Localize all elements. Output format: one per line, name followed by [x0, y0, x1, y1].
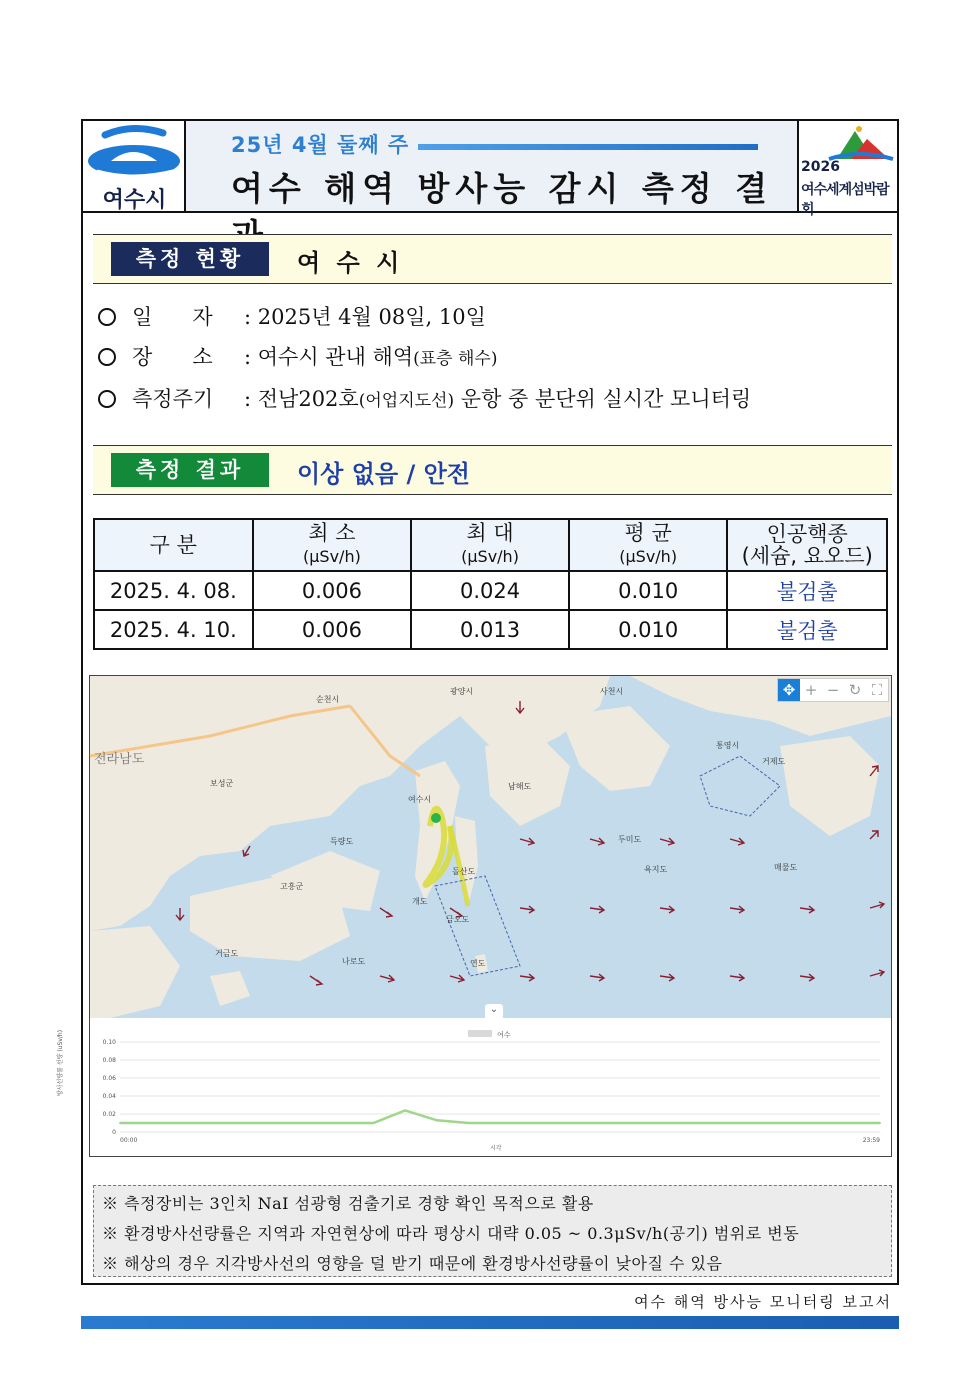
- expo-mountain-icon: [799, 121, 897, 163]
- map-label: 여수시: [408, 795, 432, 804]
- y-tick-label: 0.10: [102, 1039, 116, 1046]
- city-name-text: 여수시: [102, 188, 167, 213]
- data-point: [246, 1122, 248, 1124]
- yeosu-city-logo: [83, 121, 186, 211]
- map-label-province: 전라남도: [94, 752, 145, 767]
- map-label: 순천시: [316, 695, 340, 704]
- dose-rate-chart: [57, 1020, 891, 1156]
- footer-bar: [81, 1316, 899, 1329]
- series-line-yeosu: [120, 1110, 880, 1123]
- status-value: 여 수 시: [297, 249, 404, 277]
- chevron-down-icon[interactable]: ⌄: [485, 1004, 503, 1018]
- data-point: [436, 1119, 438, 1121]
- footer-title: 여수 해역 방사능 모니터링 보고서: [634, 1293, 892, 1311]
- data-point: [753, 1122, 755, 1124]
- legend-swatch: [468, 1030, 492, 1037]
- info-date: 일 자 : 2025년 4월 08일, 10일: [98, 301, 486, 331]
- map-label: 연도: [470, 959, 486, 968]
- zoom-in-icon[interactable]: +: [804, 681, 818, 699]
- col-header-min: 최 소 (μSv/h): [253, 519, 412, 571]
- map-label: 광양시: [450, 687, 474, 696]
- map-label: 득량도: [330, 837, 354, 846]
- zoom-out-icon[interactable]: −: [826, 681, 840, 699]
- map-label: 나로도: [342, 957, 366, 966]
- report-header: [83, 121, 897, 218]
- map-label: 두미도: [618, 835, 642, 844]
- table-row: [94, 610, 887, 649]
- bullet-circle-icon: [98, 348, 116, 366]
- map-label: 보성군: [210, 779, 234, 788]
- cell-nuclide: 불검출: [727, 610, 887, 649]
- result-section: [93, 445, 892, 495]
- legend-label: 여수: [497, 1031, 511, 1039]
- pan-icon[interactable]: ✥: [778, 679, 800, 701]
- data-point: [879, 1122, 881, 1124]
- report-frame: [57, 119, 899, 1285]
- cell-min: 0.006: [253, 571, 412, 610]
- fullscreen-icon[interactable]: ⛶: [871, 681, 883, 699]
- map-label: 사천시: [600, 687, 624, 696]
- measurement-table: [93, 518, 888, 650]
- cell-date: 2025. 4. 10.: [94, 610, 253, 649]
- map-label: 고흥군: [280, 882, 304, 891]
- y-tick-label: 0.04: [102, 1093, 116, 1100]
- map-toolbar: [777, 678, 889, 702]
- y-axis-label: 방사선량률 선량 (uSv/h): [57, 1029, 64, 1096]
- note-line: ※ 환경방사선량률은 지역과 자연현상에 따라 평상시 대략 0.05 ~ 0.3μSv/h(공기) 범위로 변동: [102, 1224, 800, 1243]
- data-point: [626, 1122, 628, 1124]
- x-axis-label: 시각: [490, 1145, 502, 1152]
- result-value: 이상 없음 / 안전: [297, 460, 470, 488]
- status-label: 측정 현황: [111, 242, 269, 276]
- expo-logo: [797, 121, 897, 218]
- col-header-nuclide: 인공핵종 (세슘, 요오드): [727, 519, 887, 571]
- cell-max: 0.024: [411, 571, 569, 610]
- col-header-category: 구 분: [94, 519, 253, 571]
- bullet-circle-icon: [98, 390, 116, 408]
- sea-map[interactable]: [90, 676, 891, 1018]
- map-label: 거금도: [215, 949, 239, 958]
- cell-nuclide: 불검출: [727, 571, 887, 610]
- expo-name: 여수세계섬박람회: [801, 182, 889, 218]
- info-cycle: 측정주기 : 전남202호(어업지도선) 운항 중 분단위 실시간 모니터링: [98, 383, 751, 413]
- y-tick-label: 0.08: [102, 1057, 116, 1064]
- data-point: [404, 1109, 406, 1111]
- status-section: [93, 234, 892, 284]
- subtitle-underline: [418, 144, 758, 150]
- monitoring-panel: [57, 675, 892, 1157]
- y-tick-label: 0: [112, 1129, 116, 1136]
- map-label: 금오도: [446, 915, 470, 924]
- x-tick-label: 00:00: [120, 1137, 138, 1144]
- header-title-area: [186, 121, 797, 211]
- map-label: 남해도: [508, 782, 532, 791]
- note-line: ※ 해상의 경우 지각방사선의 영향을 덜 받기 때문에 환경방사선량률이 낮아질 수 있음: [102, 1254, 723, 1273]
- data-point: [499, 1122, 501, 1124]
- current-arrows-svg: [90, 676, 891, 1018]
- data-point: [373, 1122, 375, 1124]
- table-header-row: [94, 519, 887, 571]
- cell-avg: 0.010: [569, 610, 728, 649]
- data-point: [468, 1122, 470, 1124]
- map-label: 매물도: [774, 863, 798, 872]
- cell-max: 0.013: [411, 610, 569, 649]
- y-tick-label: 0.06: [102, 1075, 116, 1082]
- cell-min: 0.006: [253, 610, 412, 649]
- col-header-max: 최 대 (μSv/h): [411, 519, 569, 571]
- cell-date: 2025. 4. 08.: [94, 571, 253, 610]
- map-label: 거제도: [762, 757, 786, 766]
- page-title: 여수 해역 방사능 감시 측정 결: [231, 169, 773, 208]
- data-point: [119, 1122, 121, 1124]
- map-label: 돌산도: [452, 867, 476, 876]
- dose-rate-chart-svg: [57, 1020, 891, 1156]
- map-label: 통영시: [716, 741, 740, 750]
- cell-avg: 0.010: [569, 571, 728, 610]
- result-label: 측정 결과: [111, 453, 269, 487]
- table-row: [94, 571, 887, 610]
- y-tick-label: 0.02: [102, 1111, 116, 1118]
- map-label: 개도: [412, 897, 428, 906]
- info-location: 장 소 : 여수시 관내 해역(표층 해수): [98, 341, 497, 371]
- col-header-avg: 평 균 (μSv/h): [569, 519, 728, 571]
- map-label: 욕지도: [644, 865, 668, 874]
- notes-box: [93, 1185, 892, 1277]
- bullet-circle-icon: [98, 308, 116, 326]
- x-tick-label: 23:59: [862, 1137, 880, 1144]
- note-line: ※ 측정장비는 3인치 NaI 섬광형 검출기로 경향 확인 목적으로 활용: [102, 1194, 594, 1213]
- report-week: 25년 4월 둘째 주: [231, 133, 410, 157]
- reset-icon[interactable]: ↻: [848, 681, 862, 699]
- expo-year: 2026: [801, 159, 840, 175]
